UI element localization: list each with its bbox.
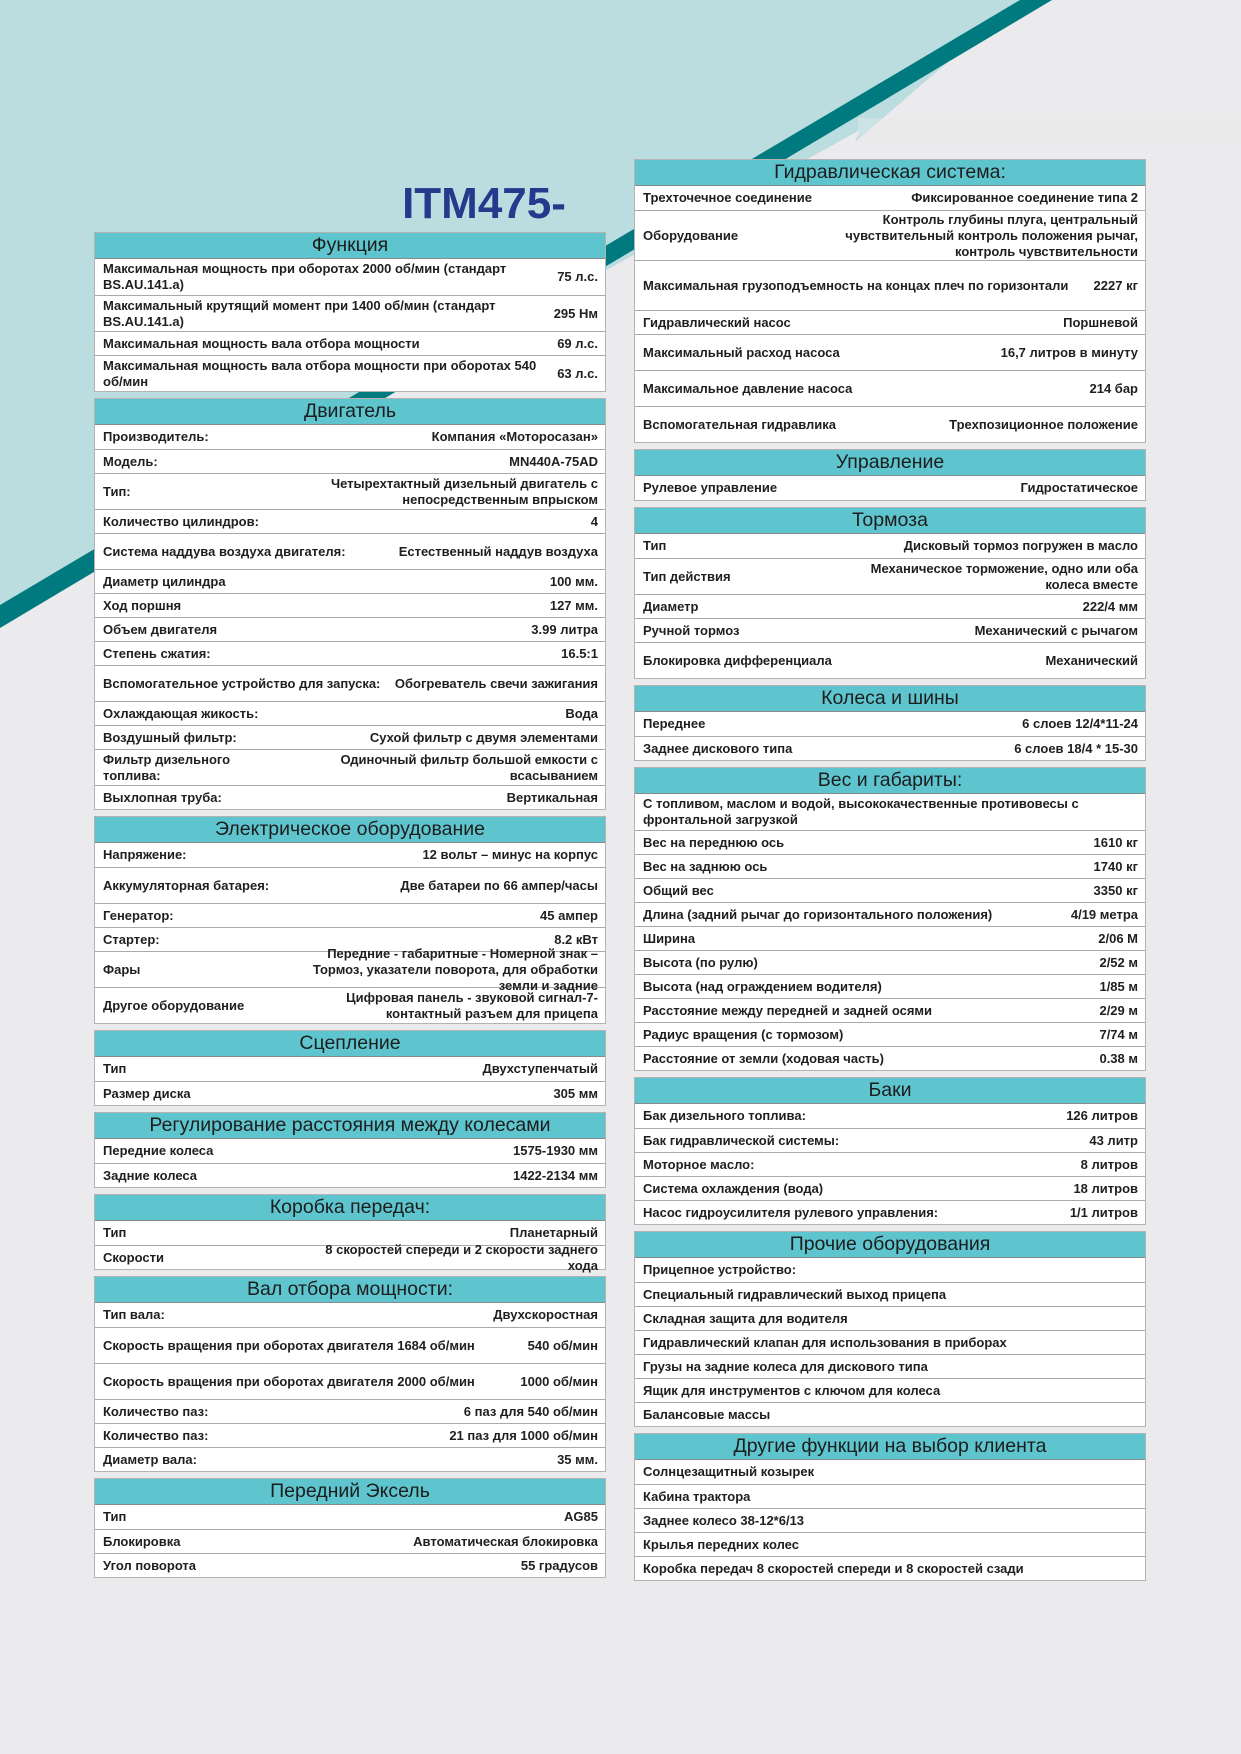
spec-label: Максимальная мощность вала отбора мощности (103, 335, 420, 351)
spec-row (635, 1282, 1145, 1306)
spec-row (635, 1460, 1145, 1484)
spec-value: AG85 (564, 1509, 598, 1524)
spec-row (95, 473, 605, 509)
spec-label: Тип (103, 1509, 127, 1524)
spec-row (95, 533, 605, 569)
spec-row (635, 334, 1145, 370)
spec-value: 16,7 литров в минуту (1000, 344, 1138, 360)
spec-row (635, 830, 1145, 854)
spec-label: Фары (103, 961, 141, 977)
spec-label: Тип действия (643, 568, 731, 584)
spec-row (95, 1399, 605, 1423)
spec-label: Заднее колесо 38-12*6/13 (643, 1512, 805, 1528)
spec-label: С топливом, маслом и водой, высококачественные противовесы с фронтальной загрузкой (643, 796, 1079, 827)
spec-label: Длина (задний рычаг до горизонтального положения) (643, 906, 993, 922)
section-header: Гидравлическая система: (635, 160, 1145, 186)
spec-label: Количество паз: (103, 1403, 209, 1419)
spec-label: Переднее (643, 716, 706, 731)
spec-label: Система наддува воздуха двигателя: (103, 543, 346, 559)
spec-row (635, 210, 1145, 260)
spec-value: 4 (590, 513, 598, 529)
spec-value: Передние - габаритные - Номерной знак – Тормоз, указатели поворота, для обработки земли и задние (312, 945, 598, 993)
spec-label: Блокировка дифференциала (643, 652, 832, 668)
spec-value: Контроль глубины плуга, центральный чувствительный контроль положения рычаг, контроль чувствительности (845, 211, 1138, 259)
spec-row (95, 1139, 605, 1163)
spec-row (95, 1553, 605, 1577)
spec-label: Вспомогательная гидравлика (643, 416, 837, 432)
section-header: Тормоза (635, 508, 1145, 534)
spec-row (635, 1402, 1145, 1426)
spec-label: Грузы на задние колеса для дискового типа (643, 1358, 928, 1374)
section-header: Передний Эксель (95, 1479, 605, 1505)
spec-section (634, 449, 1146, 501)
spec-value: Одиночный фильтр большой емкости с всасыванием (340, 751, 598, 783)
spec-value: Две батареи по 66 ампер/часы (400, 877, 598, 893)
spec-label: Размер диска (103, 1085, 191, 1101)
spec-value: 540 об/мин (527, 1337, 598, 1353)
spec-value: 1575-1930 мм (512, 1143, 598, 1158)
spec-row (635, 1484, 1145, 1508)
spec-value: 35 мм. (557, 1451, 598, 1467)
spec-label: Вспомогательное устройство для запуска: (103, 675, 381, 691)
spec-value: Поршневой (1063, 314, 1138, 330)
spec-label: Выхлопная труба: (103, 789, 222, 805)
spec-section (634, 159, 1146, 443)
spec-label: Скорость вращения при оборотах двигателя 2000 об/мин (103, 1373, 475, 1389)
spec-value: 43 литр (1089, 1132, 1138, 1148)
spec-row (95, 749, 605, 785)
spec-row (635, 260, 1145, 310)
spec-value: 8 литров (1080, 1156, 1138, 1172)
left-column (94, 232, 606, 1584)
spec-row (95, 945, 605, 993)
spec-value: Вертикальная (506, 789, 598, 805)
spec-row (635, 1258, 1145, 1282)
spec-row (95, 449, 605, 473)
section-header: Электрическое оборудование (95, 817, 605, 843)
spec-label: Фильтр дизельного топлива: (103, 751, 231, 783)
spec-label: Воздушный фильтр: (103, 729, 237, 745)
spec-value: 8.2 кВт (554, 931, 598, 947)
section-header: Коробка передач: (95, 1195, 605, 1221)
spec-value: 2/06 М (1098, 930, 1138, 946)
spec-row (95, 1363, 605, 1399)
spec-row (95, 665, 605, 701)
spec-label: Гидравлический насос (643, 314, 791, 330)
spec-row (635, 1128, 1145, 1152)
spec-row (635, 998, 1145, 1022)
spec-label: Максимальная мощность вала отбора мощности при оборотах 540 об/мин (103, 357, 537, 389)
spec-row (95, 1081, 605, 1105)
spec-label: Ручной тормоз (643, 622, 740, 638)
spec-label: Радиус вращения (с тормозом) (643, 1026, 844, 1042)
page-title: ITM475- (402, 179, 566, 228)
spec-label: Моторное масло: (643, 1156, 755, 1172)
spec-row (95, 725, 605, 749)
spec-label: Угол поворота (103, 1557, 197, 1573)
spec-row (635, 1330, 1145, 1354)
spec-row (95, 1423, 605, 1447)
spec-row (635, 1532, 1145, 1556)
spec-row (95, 1303, 605, 1327)
spec-row (635, 1104, 1145, 1128)
spec-section (94, 1112, 606, 1188)
spec-row (635, 310, 1145, 334)
spec-row (635, 618, 1145, 642)
spec-value: Механический (1045, 652, 1138, 668)
spec-label: Тип (643, 538, 667, 553)
spec-label: Диаметр цилиндра (103, 573, 226, 589)
spec-row (635, 1306, 1145, 1330)
spec-value: 214 бар (1089, 380, 1138, 396)
spec-value: 1/1 литров (1069, 1204, 1138, 1220)
spec-label: Рулевое управление (643, 480, 778, 495)
section-header: Прочие оборудования (635, 1232, 1145, 1258)
spec-value: 0.38 м (1099, 1050, 1138, 1066)
spec-value: 3.99 литра (531, 621, 598, 637)
spec-row (635, 558, 1145, 594)
spec-row (95, 617, 605, 641)
spec-value: 75 л.с. (557, 269, 598, 284)
spec-label: Специальный гидравлический выход прицепа (643, 1286, 947, 1302)
spec-section (94, 398, 606, 810)
spec-row (95, 701, 605, 725)
right-column (634, 159, 1146, 1587)
spec-row (95, 295, 605, 331)
spec-label: Бак гидравлической системы: (643, 1132, 840, 1148)
spec-label: Скорость вращения при оборотах двигателя 1684 об/мин (103, 1337, 475, 1353)
spec-row (635, 1508, 1145, 1532)
spec-row (95, 641, 605, 665)
spec-value: 16.5:1 (561, 645, 598, 661)
spec-row (95, 867, 605, 903)
spec-value: Автоматическая блокировка (413, 1533, 598, 1549)
spec-label: Бак дизельного топлива: (643, 1108, 806, 1123)
spec-label: Блокировка (103, 1533, 181, 1549)
spec-row (635, 926, 1145, 950)
spec-label: Крылья передних колес (643, 1536, 799, 1552)
spec-row (95, 259, 605, 295)
spec-label: Ход поршня (103, 597, 182, 613)
spec-label: Объем двигателя (103, 621, 218, 637)
spec-row (95, 1327, 605, 1363)
spec-value: 100 мм. (549, 573, 598, 589)
spec-value: 2/52 м (1099, 954, 1138, 970)
spec-label: Максимальный крутящий момент при 1400 об/мин (стандарт BS.AU.141.a) (103, 297, 496, 329)
spec-label: Тип (103, 1061, 127, 1076)
spec-value: Механическое торможение, одно или оба колеса вместе (870, 560, 1138, 592)
spec-value: 127 мм. (549, 597, 598, 613)
spec-row (635, 1176, 1145, 1200)
spec-row (95, 987, 605, 1023)
spec-label: Максимальное давление насоса (643, 380, 853, 396)
section-header: Другие функции на выбор клиента (635, 1434, 1145, 1460)
spec-row (95, 331, 605, 355)
spec-row (95, 903, 605, 927)
spec-label: Трехточечное соединение (643, 190, 812, 205)
spec-value: Цифровая панель - звуковой сигнал-7-контактный разъем для прицепа (346, 989, 598, 1021)
section-header: Двигатель (95, 399, 605, 425)
spec-value: Фиксированное соединение типа 2 (911, 190, 1138, 205)
spec-label: Стартер: (103, 931, 160, 947)
spec-row (95, 1447, 605, 1471)
spec-value: 8 скоростей спереди и 2 скорости заднего хода (325, 1241, 598, 1273)
spec-label: Модель: (103, 453, 158, 469)
spec-row (635, 1046, 1145, 1070)
spec-value: 3350 кг (1093, 882, 1138, 898)
spec-value: Двухступенчатый (482, 1061, 598, 1076)
spec-section (634, 1231, 1146, 1427)
spec-row (635, 712, 1145, 736)
spec-value: 18 литров (1073, 1180, 1138, 1196)
spec-value: Естественный наддув воздуха (398, 543, 598, 559)
spec-row (635, 878, 1145, 902)
spec-section (634, 1077, 1146, 1225)
spec-section (94, 816, 606, 1024)
spec-label: Система охлаждения (вода) (643, 1180, 824, 1196)
spec-label: Балансовые массы (643, 1406, 771, 1422)
spec-row (95, 1241, 605, 1273)
spec-label: Расстояние между передней и задней осями (643, 1002, 933, 1018)
spec-label: Охлаждающая жикость: (103, 705, 259, 721)
spec-value: Трехпозиционное положение (949, 416, 1138, 432)
section-header: Регулирование расстояния между колесами (95, 1113, 605, 1139)
spec-label: Оборудование (643, 227, 739, 243)
spec-value: 69 л.с. (557, 335, 598, 351)
spec-section (94, 1276, 606, 1472)
spec-row (635, 186, 1145, 210)
spec-value: Сухой фильтр с двумя элементами (369, 729, 598, 745)
spec-value: 4/19 метра (1070, 906, 1138, 922)
spec-label: Прицепное устройство: (643, 1262, 797, 1277)
spec-label: Вес на заднюю ось (643, 858, 768, 874)
spec-value: 295 Нм (553, 305, 598, 321)
spec-value: 1/85 м (1099, 978, 1138, 994)
spec-row (95, 593, 605, 617)
spec-value: Дисковый тормоз погружен в масло (903, 538, 1138, 553)
spec-label: Складная защита для водителя (643, 1310, 848, 1326)
spec-row (635, 1200, 1145, 1224)
spec-label: Общий вес (643, 882, 714, 898)
spec-row (635, 642, 1145, 678)
spec-label: Солнцезащитный козырек (643, 1464, 815, 1479)
spec-row (635, 1556, 1145, 1580)
spec-label: Диаметр вала: (103, 1451, 197, 1467)
spec-row (95, 509, 605, 533)
spec-value: 1000 об/мин (520, 1373, 598, 1389)
spec-value: Гидростатическое (1020, 480, 1138, 495)
spec-value: 305 мм (553, 1085, 598, 1101)
spec-row (635, 534, 1145, 558)
spec-row (95, 785, 605, 809)
spec-row (635, 476, 1145, 500)
spec-label: Расстояние от земли (ходовая часть) (643, 1050, 884, 1066)
spec-section (94, 1030, 606, 1106)
spec-value: 1610 кг (1093, 834, 1138, 850)
spec-value: 1740 кг (1093, 858, 1138, 874)
spec-row (635, 902, 1145, 926)
spec-label: Тип вала: (103, 1307, 165, 1322)
spec-section (634, 685, 1146, 761)
spec-label: Передние колеса (103, 1143, 214, 1158)
spec-label: Заднее дискового типа (643, 740, 793, 756)
spec-value: Вода (565, 705, 598, 721)
spec-value: Четырехтактный дизельный двигатель с непосредственным впрыском (330, 475, 598, 507)
spec-label: Аккумуляторная батарея: (103, 877, 270, 893)
spec-row (635, 370, 1145, 406)
spec-value: Обогреватель свечи зажигания (394, 675, 598, 691)
spec-label: Гидравлический клапан для использования в приборах (643, 1334, 1007, 1350)
spec-section (634, 507, 1146, 679)
spec-label: Коробка передач 8 скоростей спереди и 8 скоростей сзади (643, 1560, 1024, 1576)
section-header: Сцепление (95, 1031, 605, 1057)
spec-label: Максимальная мощность при оборотах 2000 об/мин (стандарт BS.AU.141.a) (103, 261, 507, 292)
section-header: Вес и габариты: (635, 768, 1145, 794)
spec-label: Производитель: (103, 429, 209, 444)
spec-value: 21 паз для 1000 об/мин (449, 1427, 598, 1443)
spec-value: 55 градусов (520, 1557, 598, 1573)
spec-label: Другое оборудование (103, 997, 245, 1013)
spec-row (95, 569, 605, 593)
spec-label: Ширина (643, 930, 696, 946)
spec-section (634, 1433, 1146, 1581)
spec-row (635, 406, 1145, 442)
spec-row (95, 1057, 605, 1081)
spec-label: Степень сжатия: (103, 645, 211, 661)
spec-value: 6 паз для 540 об/мин (463, 1403, 598, 1419)
spec-label: Количество цилиндров: (103, 513, 259, 529)
spec-value: 2/29 м (1099, 1002, 1138, 1018)
spec-row (95, 1505, 605, 1529)
spec-section (94, 1194, 606, 1273)
spec-row (635, 854, 1145, 878)
spec-value: 6 слоев 12/4*11-24 (1022, 716, 1138, 731)
spec-label: Генератор: (103, 907, 174, 923)
spec-row (635, 736, 1145, 760)
spec-value: 12 вольт – минус на корпус (422, 847, 598, 862)
spec-value: 6 слоев 18/4 * 15-30 (1014, 740, 1138, 756)
spec-label: Высота (по рулю) (643, 954, 758, 970)
spec-label: Тип (103, 1225, 127, 1240)
spec-value: 7/74 м (1099, 1026, 1138, 1042)
spec-row (635, 1378, 1145, 1402)
spec-label: Количество паз: (103, 1427, 209, 1443)
spec-row (635, 974, 1145, 998)
spec-label: Вес на переднюю ось (643, 834, 785, 850)
spec-value: 222/4 мм (1082, 598, 1138, 614)
spec-label: Кабина трактора (643, 1488, 751, 1504)
spec-value: Двухскоростная (493, 1307, 598, 1322)
section-header: Вал отбора мощности: (95, 1277, 605, 1303)
spec-row (635, 1354, 1145, 1378)
section-header: Функция (95, 233, 605, 259)
spec-label: Высота (над ограждением водителя) (643, 978, 882, 994)
spec-label: Напряжение: (103, 847, 187, 862)
spec-label: Максимальный расход насоса (643, 344, 840, 360)
section-header: Баки (635, 1078, 1145, 1104)
spec-row (95, 425, 605, 449)
spec-label: Скорости (103, 1249, 164, 1265)
spec-label: Ящик для инструментов с ключом для колеса (643, 1382, 941, 1398)
spec-row (635, 1152, 1145, 1176)
spec-label: Задние колеса (103, 1167, 198, 1183)
spec-value: Компания «Моторосазан» (431, 429, 598, 444)
spec-value: 45 ампер (540, 907, 598, 923)
spec-row (635, 794, 1145, 830)
spec-section (94, 232, 606, 392)
spec-value: Механический с рычагом (974, 622, 1138, 638)
section-header: Управление (635, 450, 1145, 476)
spec-row (635, 1022, 1145, 1046)
spec-value: 1422-2134 мм (512, 1167, 598, 1183)
spec-row (95, 843, 605, 867)
spec-value: 63 л.с. (557, 365, 598, 381)
spec-row (635, 594, 1145, 618)
spec-row (95, 355, 605, 391)
spec-section (94, 1478, 606, 1578)
spec-value: MN440A-75AD (509, 453, 598, 469)
spec-value: 2227 кг (1093, 277, 1138, 293)
section-header: Колеса и шины (635, 686, 1145, 712)
spec-row (635, 950, 1145, 974)
spec-value: Планетарный (509, 1225, 598, 1240)
spec-value: 126 литров (1066, 1108, 1138, 1123)
spec-label: Тип: (103, 483, 131, 499)
spec-row (95, 1163, 605, 1187)
spec-label: Максимальная грузоподъемность на концах плеч по горизонтали (643, 277, 1069, 293)
spec-label: Насос гидроусилителя рулевого управления: (643, 1204, 939, 1220)
spec-row (95, 1529, 605, 1553)
spec-section (634, 767, 1146, 1071)
spec-label: Диаметр (643, 598, 699, 614)
